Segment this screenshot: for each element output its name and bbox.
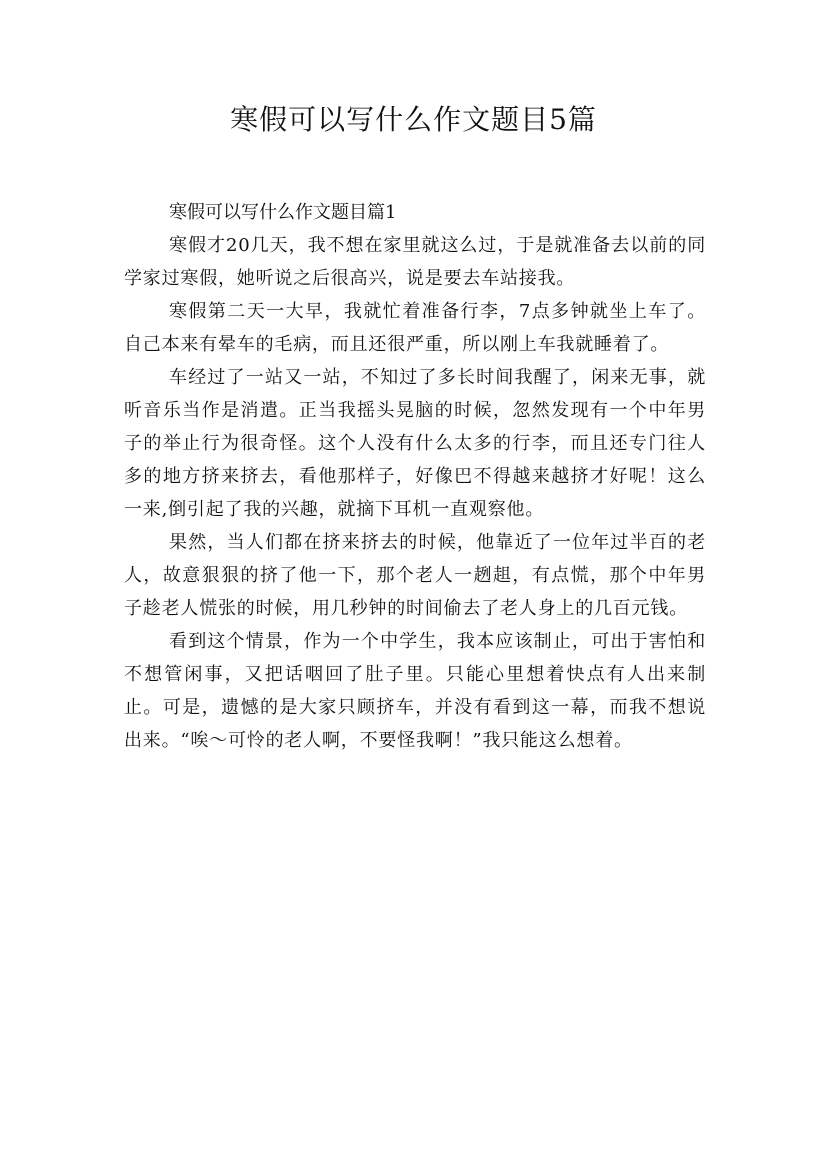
paragraph-3: 车经过了一站又一站，不知过了多长时间我醒了，闲来无事，就听音乐当作是消遣。正当我摇头晃脑的时候，忽然发现有一个中年男子的举止行为很奇怪。这个人没有什么太多的行李，而且还专门往人多的地方挤来挤去，看他那样子，好像巴不得越来越挤才好呢！这么一来,倒引起了我的兴趣，就摘下耳机一直观察他。 xyxy=(124,367,706,520)
section-heading: 寒假可以写什么作文题目篇1 xyxy=(169,202,397,223)
paragraph-2: 寒假第二天一大早，我就忙着准备行李，7点多钟就坐上车了。自己本来有晕车的毛病，而且还很严重，所以刚上车我就睡着了。 xyxy=(124,301,706,355)
document-title: 寒假可以写什么作文题目5篇 xyxy=(230,103,597,136)
paragraph-4: 果然，当人们都在挤来挤去的时候，他靠近了一位年过半百的老人，故意狠狠的挤了他一下，那个老人一趔趄，有点慌，那个中年男子趁老人慌张的时候，用几秒钟的时间偷去了老人身上的几百元钱。 xyxy=(124,532,706,619)
paragraph-5: 看到这个情景，作为一个中学生，我本应该制止，可出于害怕和不想管闲事，又把话咽回了肚子里。只能心里想着快点有人出来制止。可是，遗憾的是大家只顾挤车，并没有看到这一幕，而我不想说出来。“唉～可怜的老人啊，不要怪我啊！”我只能这么想着。 xyxy=(124,631,706,751)
paragraph-1: 寒假才20几天，我不想在家里就这么过，于是就准备去以前的同学家过寒假，她听说之后很高兴，说是要去车站接我。 xyxy=(124,235,706,289)
document-body xyxy=(124,196,706,757)
